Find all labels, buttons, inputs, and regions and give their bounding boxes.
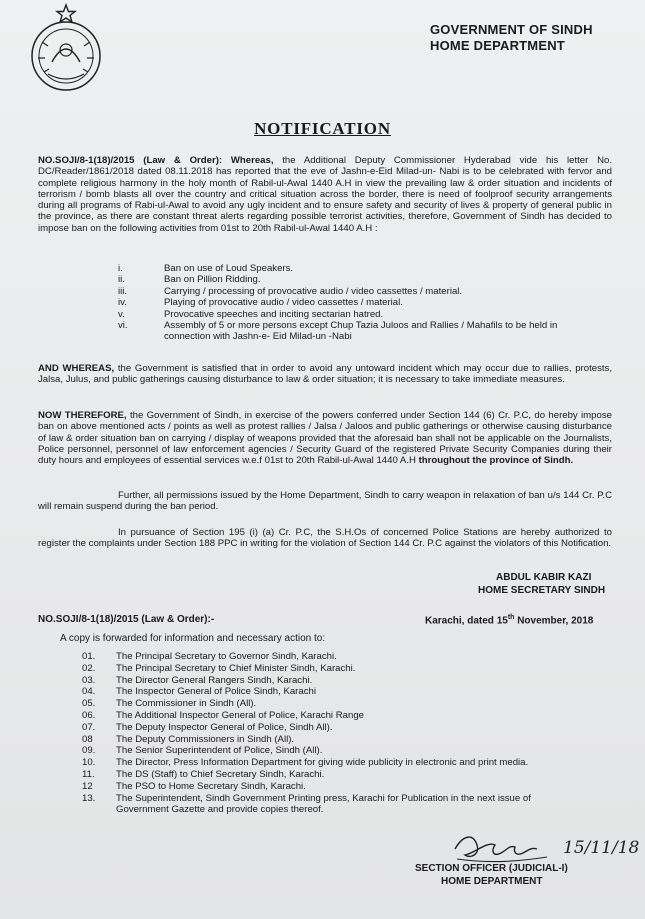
item-text: The Director, Press Information Department for giving wide publicity in electronic and print media. bbox=[116, 757, 529, 769]
list-item bbox=[82, 757, 582, 769]
signatory-designation: HOME SECRETARY SINDH bbox=[478, 585, 606, 596]
item-text: Ban on use of Loud Speakers. bbox=[164, 263, 294, 274]
item-text: The Principal Secretary to Governor Sindh, Karachi. bbox=[116, 651, 337, 662]
item-text: The Deputy Commissioners in Sindh (All). bbox=[116, 733, 295, 745]
now-therefore-paragraph bbox=[38, 410, 612, 466]
list-item bbox=[82, 781, 582, 793]
item-number: 09. bbox=[82, 745, 96, 757]
list-item bbox=[82, 734, 582, 746]
item-text: The Superintendent, Sindh Government Printing press, Karachi for Publication in the next issue of Government Gazette and provide copies thereof. bbox=[116, 792, 531, 816]
item-number: 10. bbox=[82, 757, 96, 769]
item-number: iv. bbox=[118, 297, 127, 309]
list-item bbox=[82, 675, 582, 687]
section-officer-department: HOME DEPARTMENT bbox=[441, 876, 543, 887]
item-number: 02. bbox=[82, 662, 96, 674]
government-seal-icon bbox=[24, 2, 108, 92]
list-item bbox=[82, 651, 582, 663]
date-line bbox=[425, 614, 593, 626]
item-number: iii. bbox=[118, 285, 128, 297]
list-item bbox=[118, 309, 588, 320]
notification-reference: NO.SOJI/8-1(18)/2015 (Law & Order): Whereas, bbox=[38, 155, 274, 166]
item-number: 13. bbox=[82, 792, 96, 804]
list-item bbox=[82, 745, 582, 757]
signatory-name: ABDUL KABIR KAZI bbox=[496, 572, 592, 583]
further-paragraph: Further, all permissions issued by the Home Department, Sindh to carry weapon in relaxation of ban u/s 144 Cr. P.C will remain suspend during the ban period. bbox=[38, 490, 612, 513]
now-therefore-body: the Government of Sindh, in exercise of the powers conferred under Section 144 (6) Cr. P.C, do hereby impose ban on above mentioned acts / points as well as protest rallies / Jalsa / Jaloos and public gatherings or otherwise causing disturbance of law & order situation ban on carrying / display of weapons provided that the aforesaid ban shall not be applicable on the Journalists, Police personnel, personnel of law enforcement agencies / Security Guard of the registered Private Security Companies during their duty hours and employees of essential services w.e.f 01st to 20th Rabil-ul-Awal 1440 A.H bbox=[38, 410, 612, 467]
distribution-list bbox=[82, 651, 582, 816]
whereas-paragraph bbox=[38, 363, 612, 386]
item-text: The Director General Rangers Sindh, Karachi. bbox=[116, 674, 313, 686]
whereas-lead: AND WHEREAS, bbox=[38, 363, 115, 374]
list-item bbox=[82, 793, 582, 817]
item-number: 04. bbox=[82, 686, 96, 698]
item-number: 11. bbox=[82, 768, 95, 780]
item-text: The Commissioner in Sindh (All). bbox=[116, 698, 257, 710]
date-suffix-sup: th bbox=[507, 614, 515, 621]
intro-body: the Additional Deputy Commissioner Hyderabad vide his letter No. DC/Reader/1861/2018 dated 08.11.2018 has reported that the eve of Jashn-e-Eid Milad-un- Nabi is to be celebrated with fervor and complete religious harmony in the holy month of Rabil-ul-Awal 1440 A.H in view the prevailing law & order situation and incidents of terrorism / bomb blasts all over the country and critical situation across the border, there is need of foolproof security arrangements during all programs of Rabi-ul-Awal to avoid any ugly incident and to ensure safety and security of lives & property of general public in the province, as there are constant threat alerts regarding possible terrorist activities, therefore, Government of Sindh has decided to impose ban on the following activities from 01st to 20th Rabil-ul-Awal 1440 A.H : bbox=[38, 155, 613, 234]
item-text: The Additional Inspector General of Police, Karachi Range bbox=[116, 709, 364, 721]
whereas-body: the Government is satisfied that in order to avoid any untoward incident which may occur due to rallies, protests, Jalsa, Julus, and public gatherings causing disturbance to law & order situation; it is necessary to take immediate measures. bbox=[38, 363, 613, 386]
item-number: i. bbox=[118, 263, 123, 274]
item-text: Carrying / processing of provocative audio / video cassettes / material. bbox=[164, 285, 463, 297]
item-number: 12 bbox=[82, 780, 93, 792]
list-item bbox=[118, 263, 588, 274]
item-text: The DS (Staff) to Chief Secretary Sindh, Karachi. bbox=[116, 768, 325, 780]
item-text: Playing of provocative audio / video cassettes / material. bbox=[164, 297, 403, 309]
item-number: 06. bbox=[82, 709, 96, 721]
item-number: v. bbox=[118, 308, 125, 320]
signature-block-secretary bbox=[478, 571, 605, 597]
list-item bbox=[82, 710, 582, 722]
copy-reference: NO.SOJI/8-1(18)/2015 (Law & Order):- bbox=[38, 614, 215, 625]
letterhead bbox=[430, 22, 593, 54]
list-item bbox=[82, 663, 582, 675]
list-item bbox=[82, 698, 582, 710]
item-text: Assembly of 5 or more persons except Chup Tazia Juloos and Rallies / Mahafils to be held in connection with Jashn-e- Eid Milad-un -Nabi bbox=[164, 320, 558, 343]
handwritten-date: 15/11/18 bbox=[563, 838, 640, 858]
list-item bbox=[82, 769, 582, 781]
item-text: The Principal Secretary to Chief Minister Sindh, Karachi. bbox=[116, 662, 356, 674]
intro-paragraph bbox=[38, 155, 612, 234]
item-number: 07. bbox=[82, 721, 96, 733]
signature-block-section-officer bbox=[415, 862, 568, 888]
section-officer-designation: SECTION OFFICER (JUDICIAL-I) bbox=[415, 863, 568, 874]
item-text: The PSO to Home Secretary Sindh, Karachi. bbox=[116, 780, 306, 792]
item-number: ii. bbox=[118, 274, 125, 286]
now-therefore-tail: throughout the province of Sindh. bbox=[418, 455, 574, 467]
date-prefix: Karachi, dated 15 bbox=[425, 615, 508, 627]
pursuance-paragraph: In pursuance of Section 195 (i) (a) Cr. P.C, the S.H.Os of concerned Police Stations are hereby authorized to register the complaints under Section 188 PPC in writing for the violation of Section 144 Cr. P.C against the violators of this Notification. bbox=[38, 527, 612, 550]
item-text: The Senior Superintendent of Police, Sindh (All). bbox=[116, 745, 323, 757]
now-therefore-lead: NOW THEREFORE, bbox=[38, 410, 127, 421]
banned-activities-list bbox=[118, 263, 588, 343]
item-number: 08 bbox=[82, 733, 93, 745]
item-number: 05. bbox=[82, 698, 96, 710]
item-number: 03. bbox=[82, 674, 96, 686]
item-number: 01. bbox=[82, 651, 96, 662]
date-suffix: November, 2018 bbox=[514, 615, 594, 627]
list-item bbox=[82, 722, 582, 734]
letterhead-government: GOVERNMENT OF SINDH bbox=[430, 22, 593, 37]
item-text: The Deputy Inspector General of Police, Sindh All). bbox=[116, 721, 333, 733]
item-number: vi. bbox=[118, 320, 128, 332]
list-item bbox=[118, 320, 588, 343]
document-title: NOTIFICATION bbox=[254, 119, 391, 138]
item-text: Provocative speeches and inciting sectarian hatred. bbox=[164, 308, 384, 320]
list-item bbox=[118, 297, 588, 308]
item-text: Ban on Pillion Ridding. bbox=[164, 274, 261, 286]
list-item bbox=[118, 274, 588, 285]
item-text: The Inspector General of Police Sindh, Karachi bbox=[116, 686, 316, 698]
list-item bbox=[118, 286, 588, 297]
list-item bbox=[82, 686, 582, 698]
copy-forward-line: A copy is forwarded for information and necessary action to: bbox=[60, 633, 326, 644]
letterhead-department: HOME DEPARTMENT bbox=[430, 38, 565, 53]
